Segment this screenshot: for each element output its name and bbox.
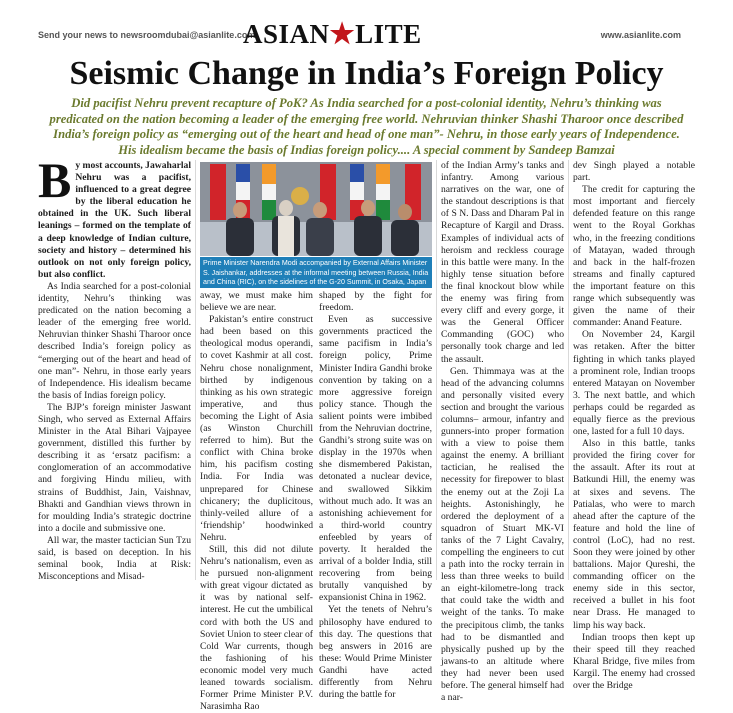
lead-paragraph [38,152,192,281]
paragraph: Also in this battle, tanks provided the firing cover for the assault. After its rout at Batkundi Hill, the enemy was at sixes and sevens. The Patialas, who were to march ahead after the capture of the feature and hold the line of control (LoC), had no rest. Soon they were joined by other battalions. Major Qureshi, the commanding officer on the enemy side in this sector, received a bullet in his foot near Drass. He managed to limp his way back. [573,438,695,631]
column-divider [436,160,437,580]
masthead-lite: LITE [355,19,422,49]
paragraph: Yet the tenets of Nehru’s philosophy have endured to this day. The questions that beg answers in 2016 are these: Would Prime Minister Gandhi have acted differently from Nehru during the battle for [319,604,432,701]
masthead-asian: ASIAN [243,19,330,49]
paragraph: All war, the master tactician Sun Tzu said, is based on deception. In his seminal book, India at Risk: Misconceptions and Misad- [38,534,191,583]
lead-text: y most accounts, Jawaharlal Nehru was a pacifist, influenced to a great degree by the liberal education he obtained in the UK. Such liberal leanings – formed on the template of a deep knowledge of Indian culture, society and history – determined his outlook on not only foreign policy, but also conflict. [38,160,192,280]
paragraph: dev Singh played a notable part. [573,160,695,184]
masthead-star-icon: ★ [329,19,356,50]
article-column-2 [200,290,313,713]
column-divider [195,160,196,580]
paragraph: away, we must make him believe we are near. [200,290,313,314]
article-photo [200,162,432,256]
article-standfirst: Did pacifist Nehru prevent recapture of PoK? As India searched for a post-colonial identity, Nehru’s thinking was predicated on the nation becoming a leader of the emerging free world. Nehruvian thinker Shashi Tharoor once described India’s foreign policy as “emerging out of the heart and head of one man”- Nehru, in those early years of Independence. His idealism became the basis of Indias foreign policy.... A special comment by Sandeep Bamzai [49,96,684,157]
article-column-5 [573,160,695,692]
paragraph: Still, this did not dilute Nehru’s nationalism, even as he pursued non-alignment with great vigour dictated as it was by national self-interest. He cut the umbilical cord with both the US and Soviet Union to steer clear of Cold War currents, though the fashioning of his economic model very much leaned towards socialism. Former Prime Minister P.V. Narasimha Rao [200,543,313,713]
paragraph: Indian troops then kept up their speed till they reached Kharal Bridge, five miles from Kargil. The enemy had crossed over the Bridge [573,631,695,692]
paragraph: The BJP’s foreign minister Jaswant Singh, who served as External Affairs Minister in the Atal Bihari Vajpayee government, distilled this further by describing it as ‘ersatz pacifism: a conglomeration of an accommodative and forgiving Hindu milieu, with strains of Buddhist, Jain, Vaishnav, Bhakti and Gandhian views thrown in for moulding India’s strategic doctrine into a docile and submissive one. [38,401,191,534]
photo-caption: Prime Minister Narendra Modi accompanied by External Affairs Minister S. Jaishankar, addresses at the informal meeting between Russia, India and China (RIC), on the sidelines of the G-20 Summit, in Osaka, Japan [200,257,432,288]
article-column-1 [38,152,192,583]
paragraph: On November 24, Kargil was retaken. After the bitter fighting in which tanks played a prominent role, Indian troops entered Matayan on November 3. The next battle, and which perhaps could be regarded as equally fierce as the previous one, lasted for a full 10 days. [573,329,695,438]
paragraph: As India searched for a post-colonial identity, Nehru’s thinking was predicated on the nation becoming a leader of the emerging free world. Nehruvian thinker Shashi Tharoor once described India’s foreign policy as “emerging out of the heart and head of one man”- Nehru, in those early years of Independence. His idealism became the basis of Indias foreign policy. [38,280,191,401]
paragraph: The credit for capturing the most important and fiercely defended feature on this range went to the Royal Gorkhas who, in the freezing conditions of Matayan, waded through and back in the half-frozen streams and finally captured the important feature on this range which subsequently was given the name of their commander: Anand Feature. [573,184,695,329]
newsroom-email-text: Send your news to newsroomdubai@asianlite.com [38,30,256,40]
masthead-logo [243,21,422,48]
website-url[interactable]: www.asianlite.com [600,30,681,40]
article-column-4 [441,160,564,704]
summit-photo-illustration [200,162,432,256]
drop-cap: B [38,152,72,208]
article-headline: Seismic Change in India’s Foreign Policy [69,55,664,92]
article-column-3 [319,290,432,701]
paragraph: shaped by the fight for freedom. [319,290,432,314]
paragraph: Pakistan’s entire construct had been based on this theological modus operandi, to covet Kashmir at all cost. Nehru chose nonalignment, birthed by indigenous thinking as his own strategic imperative, and thus becoming the Light of Asia (as Winston Churchill referred to him). But the conflict with China broke him, his pacifism costing India. For India was unprepared for Chinese chicanery; the duplicitous, thinly-veiled allure of a ‘friendship’ hoodwinked Nehru. [200,314,313,543]
paragraph: Gen. Thimmaya was at the head of the advancing columns and personally visited every section and brought the various columns– armour, infantry and gunners-into proper formation with a view to poise them against the enemy. A brilliant tactician, he realised the necessity for firepower to blast the enemy out at the Zoji La heights. Astonishingly, he ordered the deployment of a squadron of Stuart MK-VI tanks of the 7 Light Cavalry, compelling the engineers to cut a path into the rocky terrain in less than three weeks to build an eight-kilometre-long track that could take the width and weight of the tanks. To make the precipitous climb, the tanks had to be dismantled and physically pushed up by the jawans-to an altitude where they had never been used before. The general himself had a nar- [441,365,564,704]
paragraph: of the Indian Army’s tanks and infantry. Among various narratives on the war, one of the standout descriptions is that of S N. Dass and Dharam Pal in Recapture of Kargil and Drass. Examples of individual acts of heroism and reckless courage in this battle were many. In the highly tense situation before the final knockout blow while the enemy was firing from every cliff and every gorge, it was the General Officer Commanding (GOC) who personally took charge and led the assault. [441,160,564,365]
paragraph: Even as successive governments practiced the same pacifism in India’s foreign policy, Prime Minister Indira Gandhi broke convention by taking on a more aggressive foreign policy stance. Though the salient points were imbibed from the Nehruvian doctrine, Gandhi’s strong suite was on display in the 1970s when she dismembered Pakistan, detonated a nuclear device, and swallowed Sikkim without much ado. It was an astonishing achievement for a third-world country enfeebled by years of poverty. It heralded the arrival of a bolder India, still recovering from being brutally vanquished by expansionist China in 1962. [319,314,432,604]
column-divider [568,160,569,580]
